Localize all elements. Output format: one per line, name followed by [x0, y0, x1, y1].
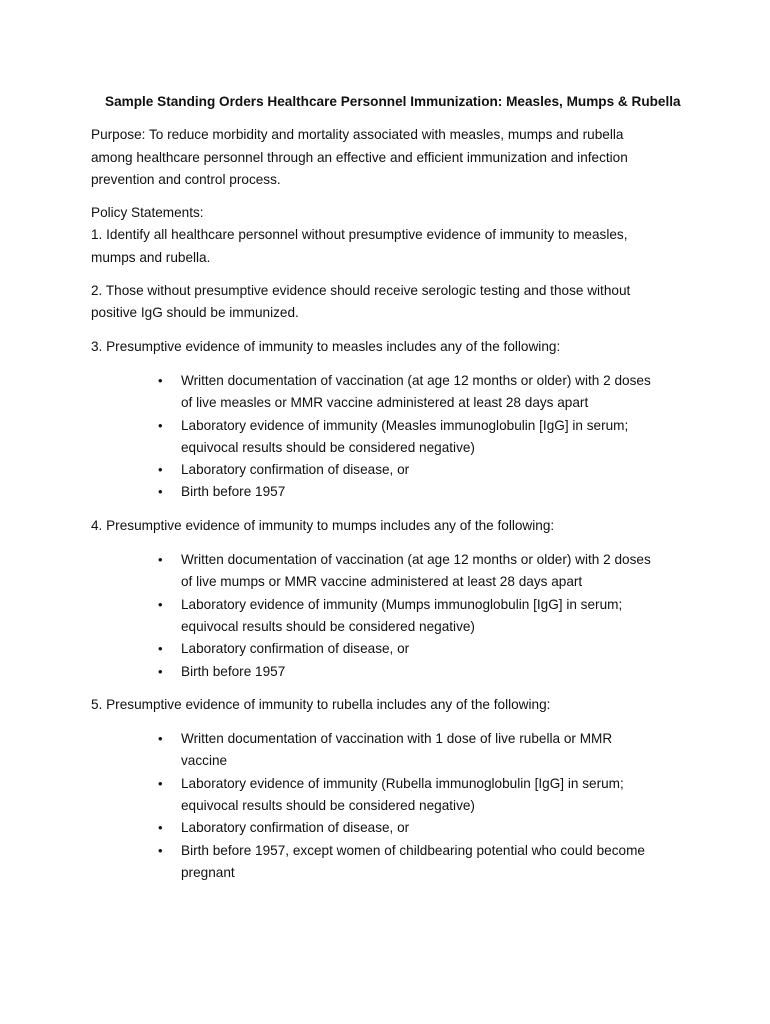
rubella-heading: 5. Presumptive evidence of immunity to rubella includes any of the following:	[91, 696, 551, 712]
list-item	[158, 817, 691, 839]
list-item	[158, 459, 691, 481]
list-item	[158, 594, 691, 639]
list-item	[158, 370, 691, 415]
list-item-line: of live mumps or MMR vaccine administered at least 28 days apart	[181, 574, 583, 590]
bullet-icon: •	[158, 462, 163, 478]
bullet-icon: •	[158, 820, 163, 836]
bullet-icon: •	[158, 775, 163, 791]
list-item-line: Birth before 1957	[181, 484, 286, 500]
list-item-line: Birth before 1957	[181, 663, 286, 679]
list-item	[158, 481, 691, 503]
purpose-paragraph	[91, 124, 691, 191]
purpose-line: among healthcare personnel through an effective and efficient immunization and infection	[91, 149, 628, 165]
list-item-line: vaccine	[181, 753, 228, 769]
bullet-icon: •	[158, 663, 163, 679]
bullet-icon: •	[158, 484, 163, 500]
measles-criteria-list	[91, 370, 691, 504]
list-item-line: of live measles or MMR vaccine administered at least 28 days apart	[181, 395, 589, 411]
bullet-icon: •	[158, 417, 163, 433]
bullet-icon: •	[158, 596, 163, 612]
list-item-line: Laboratory confirmation of disease, or	[181, 462, 410, 478]
policy-heading: Policy Statements:	[91, 205, 204, 221]
list-item-line: Written documentation of vaccination with 1 dose of live rubella or MMR	[181, 731, 613, 747]
mumps-criteria-list	[91, 549, 691, 683]
list-item-line: equivocal results should be considered negative)	[181, 439, 475, 455]
document-page	[91, 91, 691, 895]
purpose-line: Purpose: To reduce morbidity and mortality associated with measles, mumps and rubella	[91, 127, 624, 143]
list-item-line: Laboratory confirmation of disease, or	[181, 820, 410, 836]
list-item	[158, 661, 691, 683]
list-item-line: Laboratory evidence of immunity (Measles immunoglobulin [IgG] in serum;	[181, 417, 629, 433]
policy-statements	[91, 202, 691, 269]
list-item-line: Birth before 1957, except women of childbearing potential who could become	[181, 842, 645, 858]
policy-1-line: 1. Identify all healthcare personnel without presumptive evidence of immunity to measles,	[91, 227, 628, 243]
bullet-icon: •	[158, 731, 163, 747]
list-item-line: Laboratory confirmation of disease, or	[181, 641, 410, 657]
measles-heading: 3. Presumptive evidence of immunity to measles includes any of the following:	[91, 338, 561, 354]
policy-2-line: positive IgG should be immunized.	[91, 305, 299, 321]
bullet-icon: •	[158, 372, 163, 388]
list-item	[158, 638, 691, 660]
list-item	[158, 415, 691, 460]
list-item-line: Written documentation of vaccination (at age 12 months or older) with 2 doses	[181, 372, 651, 388]
list-item	[158, 728, 691, 773]
list-item	[158, 773, 691, 818]
policy-2-line: 2. Those without presumptive evidence should receive serologic testing and those without	[91, 283, 631, 299]
policy-2	[91, 280, 691, 325]
bullet-icon: •	[158, 641, 163, 657]
bullet-icon: •	[158, 842, 163, 858]
list-item-line: Written documentation of vaccination (at age 12 months or older) with 2 doses	[181, 552, 651, 568]
bullet-icon: •	[158, 552, 163, 568]
list-item-line: equivocal results should be considered negative)	[181, 798, 475, 814]
list-item	[158, 549, 691, 594]
list-item-line: equivocal results should be considered negative)	[181, 618, 475, 634]
list-item	[158, 840, 691, 885]
list-item-line: pregnant	[181, 864, 235, 880]
document-title: Sample Standing Orders Healthcare Personnel Immunization: Measles, Mumps & Rubella	[105, 94, 681, 109]
mumps-heading: 4. Presumptive evidence of immunity to mumps includes any of the following:	[91, 517, 555, 533]
policy-1-line: mumps and rubella.	[91, 249, 211, 265]
purpose-line: prevention and control process.	[91, 171, 281, 187]
list-item-line: Laboratory evidence of immunity (Mumps immunoglobulin [IgG] in serum;	[181, 596, 623, 612]
list-item-line: Laboratory evidence of immunity (Rubella immunoglobulin [IgG] in serum;	[181, 775, 624, 791]
rubella-criteria-list	[91, 728, 691, 884]
